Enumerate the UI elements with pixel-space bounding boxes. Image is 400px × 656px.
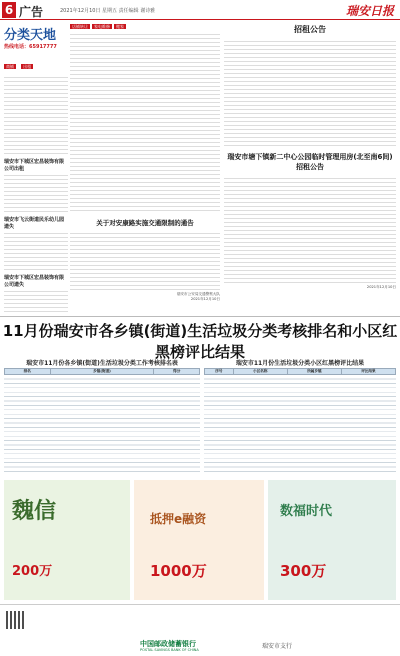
ad2-amount: 1000万 [150, 562, 207, 580]
table2 [204, 368, 396, 476]
classified-title: 分类天地 [4, 28, 57, 43]
ad1-brand: 魏信 [12, 498, 57, 524]
ranking-headline: 11月份瑞安市各乡镇(街道)生活垃圾分类考核排名和小区红黑榜评比结果 [2, 322, 398, 361]
park-lease-text [224, 175, 396, 285]
notice-3-text [4, 288, 68, 314]
t2-header-town: 所属乡镇 [287, 369, 341, 375]
page-footer [0, 604, 400, 656]
section-name: 广告 [19, 5, 44, 19]
notice-2: 瑞安市飞云街道民乐幼儿园遗失 [4, 217, 65, 230]
t2-header-name: 小区名称 [233, 369, 287, 375]
t1-body [4, 375, 200, 475]
traffic-notice-title: 关于对安康路实施交通限制的通告 [96, 219, 194, 227]
qr-code-icon [6, 611, 24, 629]
classified-column [4, 24, 68, 314]
postal-bank-english: POSTAL SAVINGS BANK OF CHINA [140, 648, 199, 652]
t2-body [204, 375, 396, 475]
notice-1-text [4, 172, 68, 212]
table2-title: 瑞安市11月份生活垃圾分类小区红黑榜评比结果 [235, 360, 365, 367]
tag-shop: 商铺 [6, 64, 14, 69]
t2-header-no: 序号 [205, 369, 234, 375]
page-header [0, 0, 400, 20]
branch-name: 瑞安市支行 [262, 643, 293, 650]
notice-3: 瑞安市下城区宏昌装饰有限公司遗失 [4, 275, 65, 288]
ad3-title: 数福时代 [280, 504, 333, 519]
announcement-text [70, 31, 220, 211]
date-line: 2021年12月10日 星期五 责任编辑 谢诗雅 [60, 8, 156, 14]
postal-bank-name: 中国邮政储蓄银行 [140, 640, 196, 648]
t1-header-score: 得分 [154, 369, 200, 375]
tag-rent: 出租 [23, 64, 32, 69]
notice-2-text [4, 230, 68, 270]
traffic-notice-text [70, 230, 220, 292]
ad-1 [4, 480, 130, 600]
ad3-amount: 300万 [280, 562, 327, 580]
t1-header-rank: 排名 [5, 369, 51, 375]
tag-repair: 家电维修 [94, 24, 110, 29]
traffic-notice-issuer: 瑞安市公安局交通警察大队 [176, 292, 220, 296]
ad-3 [268, 480, 396, 600]
lease-column [224, 24, 396, 314]
lease-title: 招租公告 [294, 25, 326, 34]
table1 [4, 368, 200, 476]
park-lease-title: 瑞安市塘下镇新二中心公园临时管理用房(北至南6间)招租公告 [227, 153, 393, 171]
tag-transfer: 店铺转让 [72, 24, 88, 29]
t1-header-town: 乡镇(街道) [50, 369, 154, 375]
t2-header-result: 评比结果 [341, 369, 395, 375]
masthead: 瑞安日报 [345, 4, 394, 18]
ad1-amount: 200万 [12, 564, 53, 579]
park-lease-date: 2021年12月10日 [366, 285, 396, 289]
notice-1: 瑞安市下城区宏昌装饰有限公司出租 [4, 159, 65, 172]
tag-moving: 搬家 [116, 24, 124, 29]
ad2-title: 抵押e融资 [150, 512, 207, 526]
lease-text [224, 38, 396, 148]
ad-2 [134, 480, 264, 600]
classified-hotline: 热线电话：65917777 [4, 44, 57, 50]
page-number: 6 [2, 2, 16, 18]
traffic-notice-date: 2021年12月10日 [190, 296, 220, 301]
traffic-notice [70, 218, 220, 314]
announcement-grid [70, 24, 220, 214]
divider [0, 316, 400, 317]
classified-text-block [4, 74, 68, 154]
table1-title: 瑞安市11月份各乡镇(街道)生活垃圾分类工作考核排名表 [26, 360, 178, 367]
